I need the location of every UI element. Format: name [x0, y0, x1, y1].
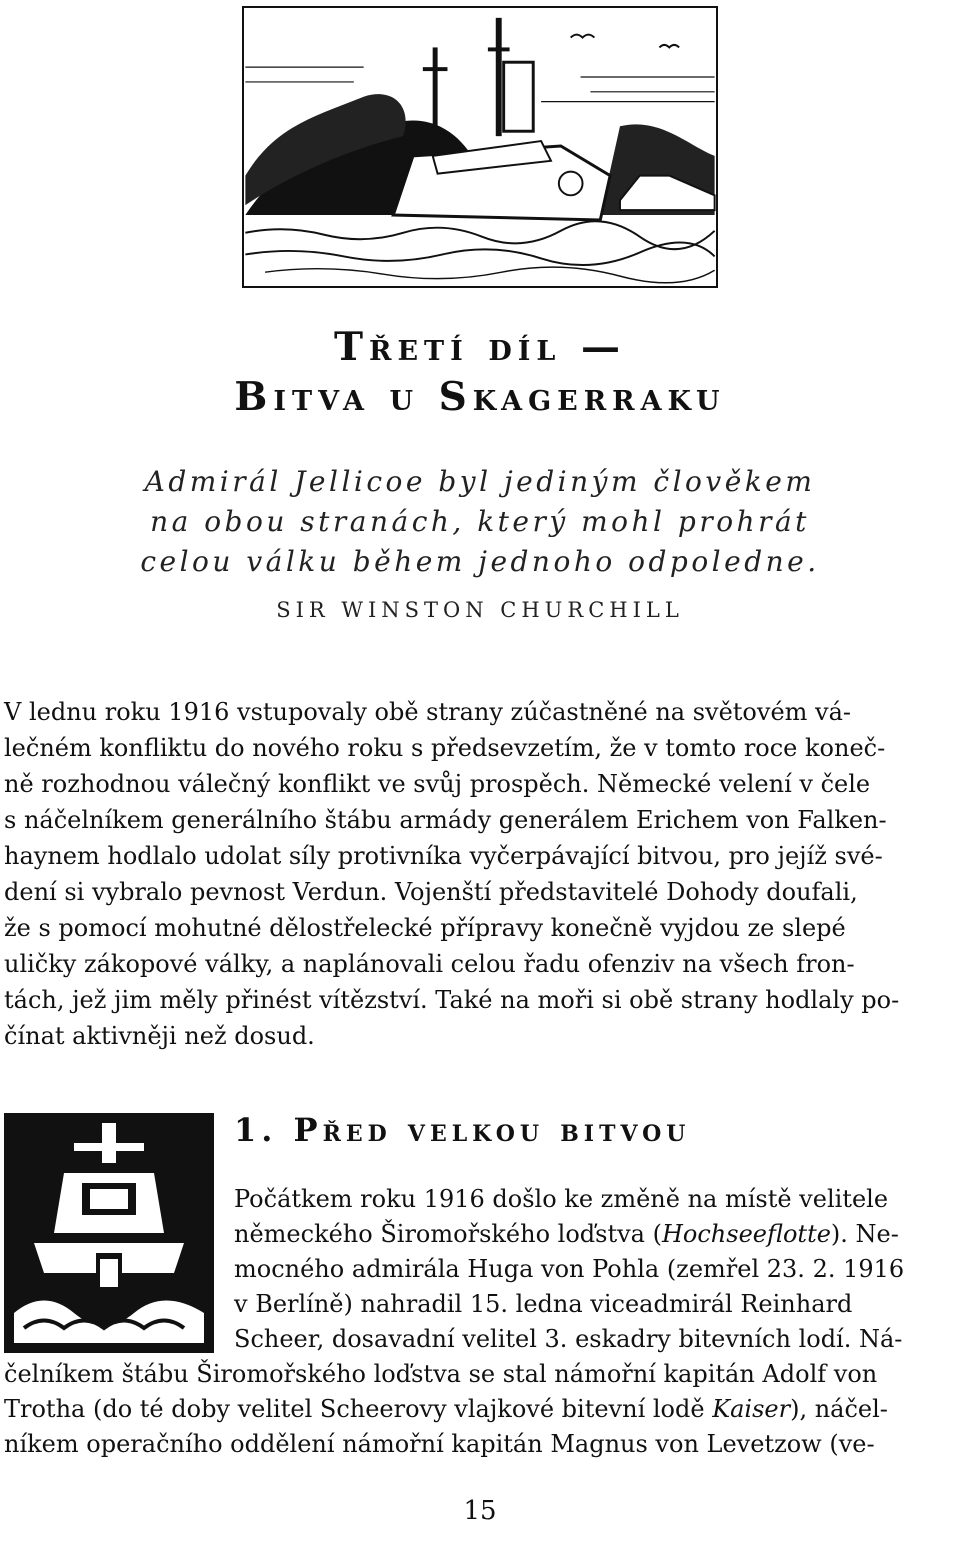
italic-ship-name: Kaiser [712, 1395, 791, 1423]
epigraph-quote [120, 462, 840, 582]
text-line: dení si vybralo pevnost Verdun. Vojenští představitelé Dohody doufali, [4, 878, 858, 906]
text-line: s náčelníkem generálního štábu armády generálem Erichem von Falken- [4, 806, 887, 834]
text-line: Scheer, dosavadní velitel 3. eskadry bitevních lodí. Ná- [234, 1325, 903, 1353]
text-line [4, 1217, 954, 1252]
section-heading: 1. Před velkou bitvou [234, 1111, 691, 1149]
section-paragraph [4, 1182, 954, 1462]
text-line: čínat aktivněji než dosud. [4, 1022, 315, 1050]
epigraph-line: na obou stranách, který mohl prohrát [150, 505, 810, 538]
text-line: že s pomocí mohutné dělostřelecké přípravy konečně vyjdou ze slepé [4, 914, 846, 942]
text-line: Počátkem roku 1916 došlo ke změně na místě velitele [234, 1185, 889, 1213]
text-line: níkem operačního oddělení námořní kapitán Magnus von Levetzow (ve- [4, 1430, 875, 1458]
text-line: mocného admirála Huga von Pohla (zemřel 23. 2. 1916 [234, 1255, 905, 1283]
text-line: ně rozhodnou válečný konflikt ve svůj prospěch. Německé velení v čele [4, 770, 871, 798]
text-span: německého Širomořského loďstva ( [234, 1220, 662, 1248]
chapter-title-line-1: Třetí díl — [334, 324, 626, 370]
italic-ship-term: Hochseeflotte [661, 1220, 831, 1248]
page-number: 15 [463, 1496, 497, 1526]
battleship-illustration [242, 6, 718, 288]
text-span: ). Ne- [830, 1220, 899, 1248]
text-line [4, 1392, 954, 1427]
text-line: tách, jež jim měly přinést vítězství. Také na moři si obě strany hodlaly po- [4, 986, 900, 1014]
text-line: V lednu roku 1916 vstupovaly obě strany zúčastněné na světovém vá- [4, 698, 852, 726]
text-line: čelníkem štábu Širomořského loďstva se stal námořní kapitán Adolf von [4, 1360, 878, 1388]
intro-paragraph [4, 694, 954, 1054]
text-line: lečném konfliktu do nového roku s předsevzetím, že v tomto roce koneč- [4, 734, 886, 762]
epigraph-line: celou válku během jednoho odpoledne. [140, 545, 820, 578]
chapter-title [0, 322, 960, 422]
text-line: haynem hodlalo udolat síly protivníka vyčerpávající bitvou, pro jejíž své- [4, 842, 883, 870]
text-line: uličky zákopové války, a naplánovali celou řadu ofenziv na všech fron- [4, 950, 855, 978]
chapter-title-line-2: Bitva u Skagerraku [234, 374, 726, 420]
text-span: Trotha (do té doby velitel Scheerovy vlajkové bitevní lodě [4, 1395, 713, 1423]
epigraph-author: SIR WINSTON CHURCHILL [276, 598, 684, 622]
text-line: v Berlíně) nahradil 15. ledna viceadmirál Reinhard [234, 1290, 853, 1318]
text-span: ), náčel- [790, 1395, 888, 1423]
epigraph-line: Admirál Jellicoe byl jediným člověkem [144, 465, 816, 498]
